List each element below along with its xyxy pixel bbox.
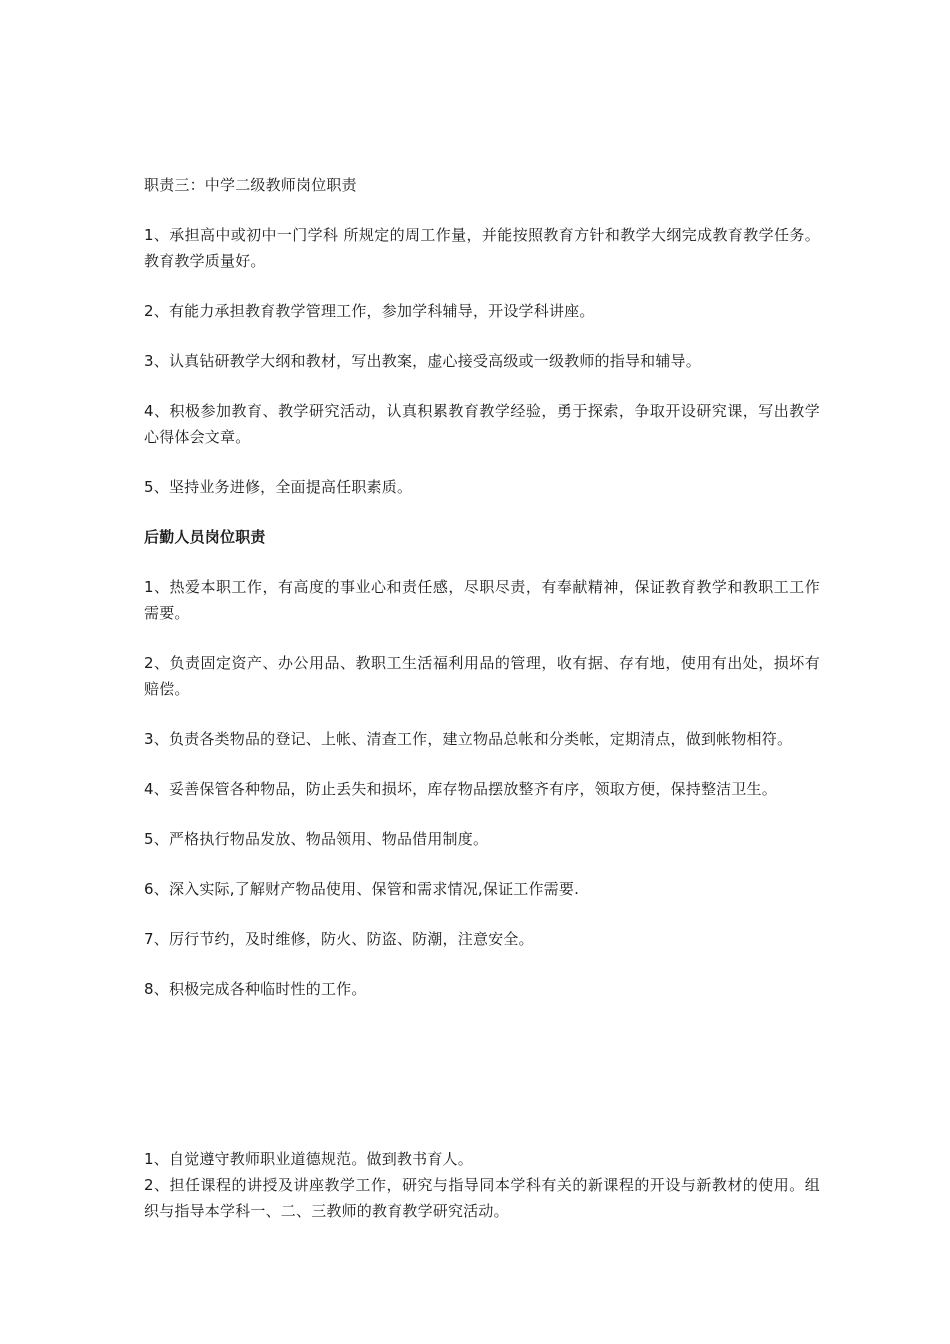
blank-gap	[144, 1026, 820, 1146]
section2-item-7: 7、厉行节约，及时维修，防火、防盗、防潮，注意安全。	[144, 930, 534, 948]
section2-item-2: 2、负责固定资产、办公用品、教职工生活福利用品的管理，收有据、存有地，使用有出处，损坏有赔偿。	[144, 654, 820, 698]
section1-item-1: 1、承担高中或初中一门学科 所规定的周工作量，并能按照教育方针和教学大纲完成教育教学任务。教育教学质量好。	[144, 226, 820, 270]
section3-item-1: 1、自觉遵守教师职业道德规范。做到教书育人。	[144, 1150, 473, 1168]
section1-item-5: 5、坚持业务进修，全面提高任职素质。	[144, 478, 413, 496]
section2-item-6: 6、深入实际,了解财产物品使用、保管和需求情况,保证工作需要.	[144, 880, 580, 898]
document-page	[144, 172, 820, 1224]
section1-item-4: 4、积极参加教育、教学研究活动，认真积累教育教学经验，勇于探索，争取开设研究课，写出教学心得体会文章。	[144, 402, 820, 446]
section2-item-5: 5、严格执行物品发放、物品领用、物品借用制度。	[144, 830, 489, 848]
section2-item-3: 3、负责各类物品的登记、上帐、清查工作，建立物品总帐和分类帐，定期清点，做到帐物相符。	[144, 730, 793, 748]
section2-item-8: 8、积极完成各种临时性的工作。	[144, 980, 367, 998]
section1-title: 职责三：中学二级教师岗位职责	[144, 176, 357, 194]
section2-item-1: 1、热爱本职工作，有高度的事业心和责任感，尽职尽责，有奉献精神，保证教育教学和教职工工作需要。	[144, 578, 820, 622]
section1-item-2: 2、有能力承担教育教学管理工作，参加学科辅导，开设学科讲座。	[144, 302, 595, 320]
section2-item-4: 4、妥善保管各种物品，防止丢失和损坏，库存物品摆放整齐有序，领取方便，保持整洁卫生。	[144, 780, 777, 798]
section2-title: 后勤人员岗位职责	[144, 528, 266, 546]
section1-item-3: 3、认真钻研教学大纲和教材，写出教案，虚心接受高级或一级教师的指导和辅导。	[144, 352, 701, 370]
section3-item-2: 2、担任课程的讲授及讲座教学工作，研究与指导同本学科有关的新课程的开设与新教材的使用。组织与指导本学科一、二、三教师的教育教学研究活动。	[144, 1176, 820, 1220]
